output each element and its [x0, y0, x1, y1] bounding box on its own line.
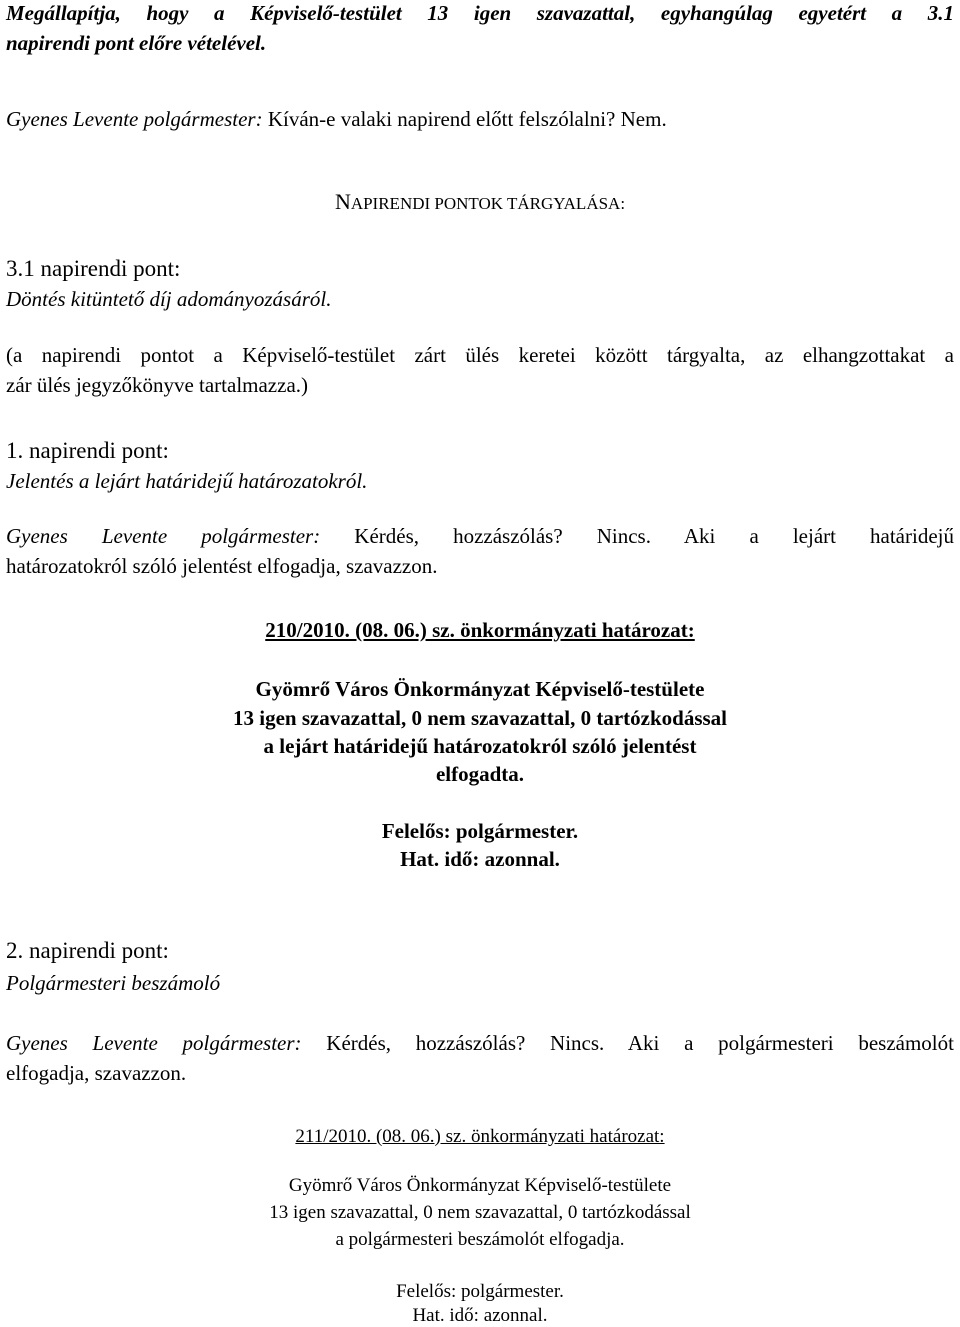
speaker-name: Gyenes Levente polgármester: — [6, 1031, 302, 1055]
speaker-name: Gyenes Levente polgármester: — [6, 524, 321, 548]
resolution-211-line: Gyömrő Város Önkormányzat Képviselő-testülete — [288, 1175, 672, 1196]
resolution-210-line: Gyömrő Város Önkormányzat Képviselő-testülete — [255, 677, 705, 701]
resolution-210-line: 13 igen szavazattal, 0 nem szavazattal, 0 tartózkodással — [232, 706, 727, 730]
section-heading-initial: N — [334, 189, 351, 214]
agenda-item-1-discussion-line-2: határozatokról szóló jelentést elfogadja, szavazzon. — [6, 554, 438, 578]
agenda-item-3-1-note-line-2: zár ülés jegyzőkönyve tartalmazza.) — [6, 373, 309, 397]
agenda-item-1-discussion-line-1 — [6, 523, 954, 549]
agenda-item-3-1-number: 3.1 napirendi pont: — [6, 256, 181, 281]
resolution-211-line: a polgármesteri beszámolót elfogadja. — [335, 1229, 625, 1250]
agenda-item-2-title: Polgármesteri beszámoló — [6, 971, 221, 995]
resolution-210-responsible: Felelős: polgármester. — [381, 819, 579, 843]
agenda-item-1-number: 1. napirendi pont: — [6, 438, 169, 463]
resolution-210-number: 210/2010. (08. 06.) sz. önkormányzati határozat: — [265, 618, 695, 642]
section-heading-rest: APIRENDI PONTOK TÁRGYALÁSA: — [350, 194, 626, 213]
mayor-question — [6, 106, 954, 132]
agenda-item-2-discussion-line-1 — [6, 1030, 954, 1056]
agenda-item-2-number: 2. napirendi pont: — [6, 938, 169, 963]
discussion-text: Kérdés, hozzászólás? Nincs. Aki a polgármesteri beszámolót — [301, 1031, 954, 1055]
mayor-question-text: Kíván-e valaki napirend előtt felszólalni? Nem. — [262, 107, 667, 131]
resolution-210-line: a lejárt határidejű határozatokról szóló jelentést — [263, 734, 697, 758]
resolution-211-deadline: Hat. idő: azonnal. — [412, 1305, 548, 1326]
agenda-item-3-1-title: Döntés kitüntető díj adományozásáról. — [6, 287, 332, 311]
agenda-item-3-1-note-line-1: (a napirendi pontot a Képviselő-testület zárt ülés keretei között tárgyalta, az elhangzottakat a — [6, 343, 954, 367]
resolution-210-deadline: Hat. idő: azonnal. — [400, 847, 560, 871]
section-heading — [6, 189, 954, 217]
agenda-item-1-title: Jelentés a lejárt határidejű határozatokról. — [6, 469, 368, 493]
resolution-211-number: 211/2010. (08. 06.) sz. önkormányzati határozat: — [295, 1126, 665, 1147]
resolution-211-responsible: Felelős: polgármester. — [396, 1281, 564, 1302]
opening-line-1: Megállapítja, hogy a Képviselő-testület 13 igen szavazattal, egyhangúlag egyetért a 3.1 — [6, 1, 954, 25]
resolution-211-line: 13 igen szavazattal, 0 nem szavazattal, 0 tartózkodással — [269, 1202, 691, 1223]
discussion-text: Kérdés, hozzászólás? Nincs. Aki a lejárt határidejű — [320, 524, 954, 548]
agenda-item-2-discussion-line-2: elfogadja, szavazzon. — [6, 1061, 187, 1085]
speaker-name: Gyenes Levente polgármester: — [6, 107, 263, 131]
opening-line-2: napirendi pont előre vételével. — [6, 31, 267, 55]
resolution-210-line: elfogadta. — [435, 762, 525, 786]
